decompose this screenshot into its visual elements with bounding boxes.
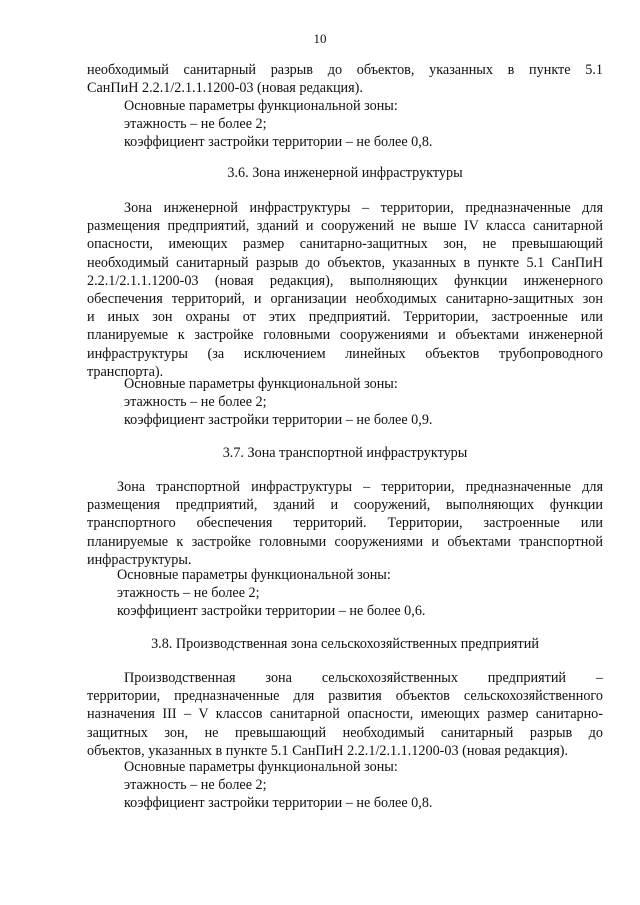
- text-line: размещения предприятий, зданий и сооружений, выполняющих функции: [87, 497, 603, 514]
- section-3-6-params-title: Основные параметры функциональной зоны:: [124, 376, 398, 392]
- text-line: объектов, указанных в пункте 5.1 СанПиН 2.2.1/2.1.1.1200-03 (новая редакция).: [87, 742, 569, 759]
- text-line: защитных зон, не превышающий необходимый санитарный разрыв до: [87, 724, 603, 741]
- text-line: опасности, имеющих размер санитарно-защитных зон, не превышающий: [87, 236, 603, 253]
- intro-coefficient: коэффициент застройки территории – не более 0,8.: [124, 134, 433, 150]
- text-line: необходимый санитарный разрыв до объектов, указанных в пункте 5.1: [87, 62, 603, 78]
- intro-paragraph: [87, 61, 603, 97]
- section-3-7-coefficient: коэффициент застройки территории – не более 0,6.: [117, 603, 426, 619]
- text-line: транспортного обеспечения территорий. Территории, застроенные или: [87, 515, 603, 532]
- text-line: и иных зон охраны от этих предприятий. Территории, застроенные или: [87, 309, 603, 326]
- intro-params-title: Основные параметры функциональной зоны:: [124, 98, 398, 114]
- section-3-7-params-title: Основные параметры функциональной зоны:: [117, 567, 391, 583]
- section-3-7-paragraph: [87, 478, 603, 569]
- text-line: планируемые к застройке головными сооружениями и объектами транспортной: [87, 533, 603, 550]
- text-line: СанПиН 2.2.1/2.1.1.1200-03 (новая редакция).: [87, 80, 363, 97]
- text-line: обеспечения территорий, и организации необходимых санитарно-защитных зон: [87, 291, 603, 308]
- section-3-6-floors: этажность – не более 2;: [124, 394, 267, 410]
- section-3-8-floors: этажность – не более 2;: [124, 777, 267, 793]
- section-3-8-params-title: Основные параметры функциональной зоны:: [124, 759, 398, 775]
- text-line: Производственная зона сельскохозяйственных предприятий –: [124, 670, 603, 686]
- text-line: территории, предназначенные для развития объектов сельскохозяйственного: [87, 688, 603, 705]
- text-line: планируемые к застройке головными сооружениями и объектами инженерной: [87, 327, 603, 344]
- intro-floors: этажность – не более 2;: [124, 116, 267, 132]
- text-line: размещения предприятий, зданий и сооружений не выше IV класса санитарной: [87, 218, 603, 235]
- section-3-8-coefficient: коэффициент застройки территории – не более 0,8.: [124, 795, 433, 811]
- text-line: транспорта).: [87, 363, 164, 380]
- page-number: 10: [313, 31, 327, 46]
- section-3-8-paragraph: [87, 669, 603, 760]
- text-line: инфраструктуры (за исключением линейных объектов трубопроводного: [87, 345, 603, 362]
- text-line: 2.2.1/2.1.1.1200-03 (новая редакция), выполняющих функции инженерного: [87, 272, 603, 289]
- section-3-6-heading: 3.6. Зона инженерной инфраструктуры: [227, 165, 463, 181]
- text-line: необходимый санитарный разрыв до объектов, указанных в пункте 5.1 СанПиН: [87, 254, 603, 271]
- section-3-7-heading: 3.7. Зона транспортной инфраструктуры: [222, 445, 468, 461]
- text-line: Зона транспортной инфраструктуры – территории, предназначенные для: [117, 479, 603, 495]
- section-3-8-heading: 3.8. Производственная зона сельскохозяйственных предприятий: [151, 636, 539, 652]
- section-3-6-paragraph: [87, 199, 603, 381]
- text-line: инфраструктуры.: [87, 551, 192, 568]
- text-line: Зона инженерной инфраструктуры – территории, предназначенные для: [124, 200, 603, 216]
- section-3-7-floors: этажность – не более 2;: [117, 585, 260, 601]
- section-3-6-coefficient: коэффициент застройки территории – не более 0,9.: [124, 412, 433, 428]
- text-line: назначения III – V классов санитарной опасности, имеющих размер санитарно-: [87, 706, 603, 723]
